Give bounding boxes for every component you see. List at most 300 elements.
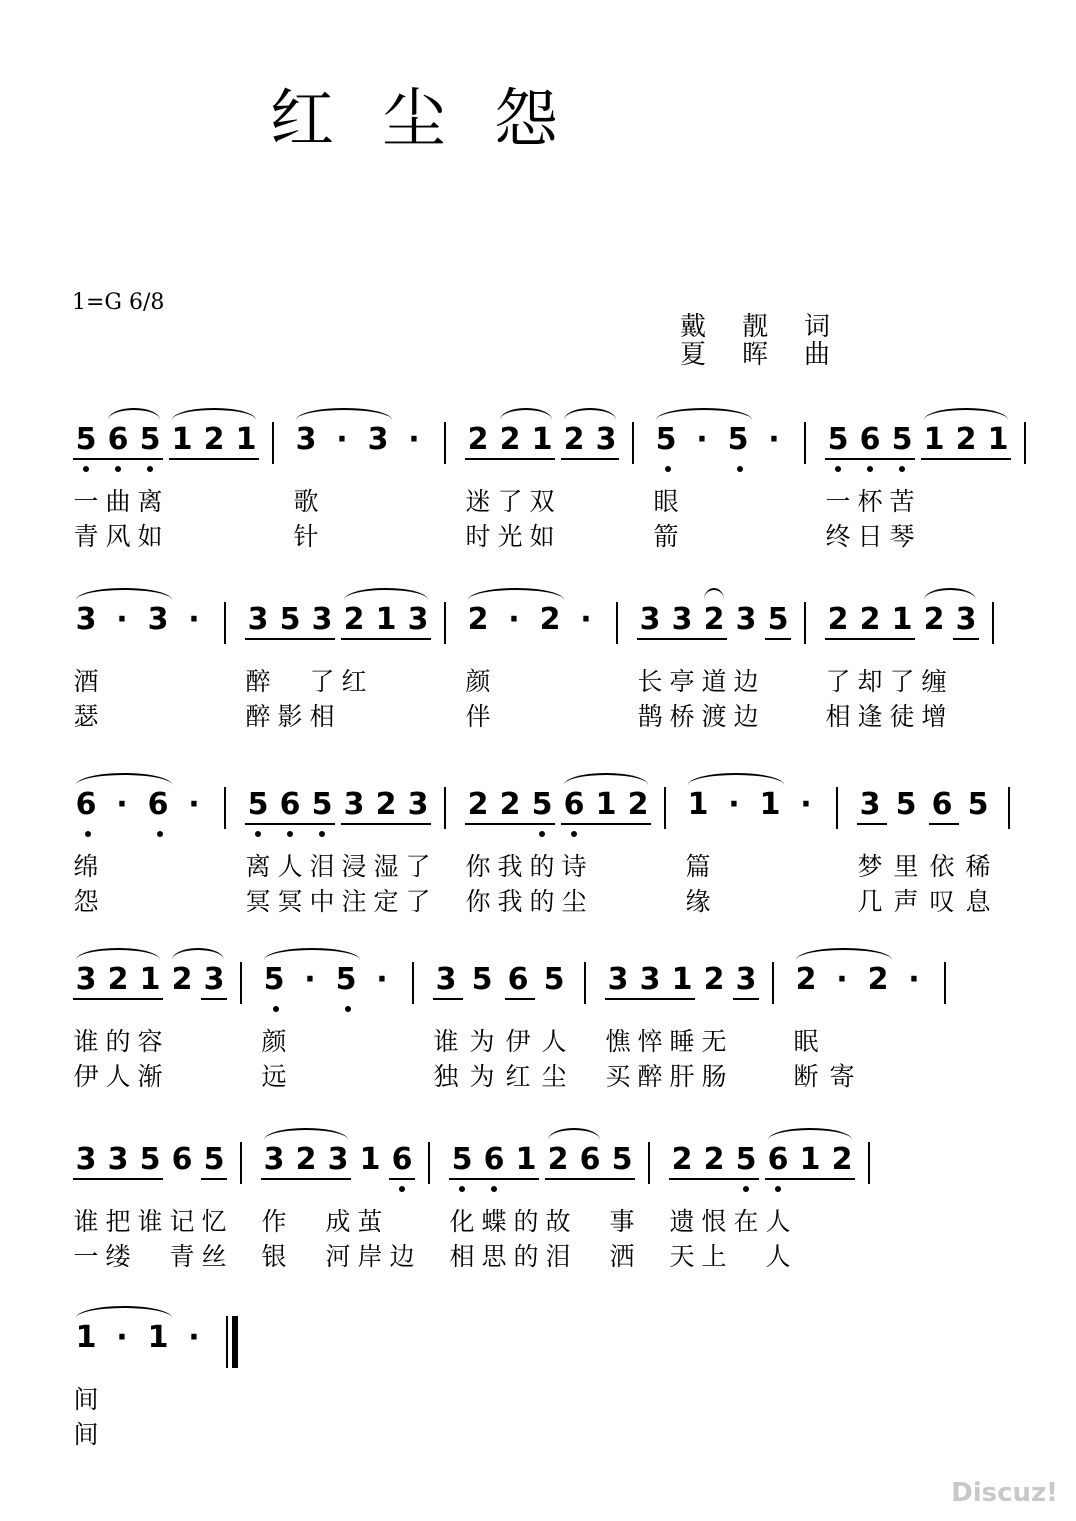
- lyric-char: 叹: [929, 887, 955, 916]
- lyric-char: [198, 517, 230, 557]
- note: 5: [139, 1142, 161, 1177]
- lyric-char: 渐: [137, 1062, 163, 1091]
- beam-underline: [449, 1178, 539, 1180]
- note: 1: [891, 602, 913, 637]
- lyric-char: [178, 882, 210, 922]
- beam-underline: [953, 638, 979, 640]
- note: 2: [563, 422, 585, 457]
- lyric-char: [366, 1057, 398, 1097]
- lyric-char: [622, 847, 654, 887]
- lyric-char: 歌: [293, 487, 319, 516]
- lyric-char: [386, 1202, 418, 1242]
- note: 3: [607, 962, 629, 997]
- note: 3: [147, 602, 169, 637]
- note: 2: [627, 787, 649, 822]
- beam-underline: [245, 823, 335, 825]
- composer-credit: [680, 334, 866, 371]
- lyric-char: [166, 517, 198, 557]
- lyric-char: [142, 882, 174, 922]
- lyric-char: [330, 1057, 362, 1097]
- beam-underline: [825, 458, 915, 460]
- beam-underline: [73, 458, 163, 460]
- lyric-char: [198, 1022, 230, 1062]
- barline: [240, 1142, 242, 1184]
- lyric-char: 为: [469, 1062, 495, 1091]
- augmentation-dot: ·: [376, 962, 388, 997]
- lyric-char: [178, 1380, 210, 1420]
- lyric-char: [898, 1022, 930, 1062]
- lyric-char: [362, 482, 394, 522]
- lyric-char: 谁: [73, 1027, 99, 1056]
- lyric-char: 人: [765, 1207, 791, 1236]
- lyric-char: [982, 482, 1014, 522]
- barline: [632, 422, 634, 464]
- lyric-char: [166, 482, 198, 522]
- note: 2: [827, 602, 849, 637]
- final-barline-thin: [226, 1316, 228, 1368]
- lyric-char: 谁: [73, 1207, 99, 1236]
- augmentation-dot: ·: [728, 787, 740, 822]
- lyric-char: 尘: [561, 887, 587, 916]
- note: 3: [343, 787, 365, 822]
- barline: [584, 962, 586, 1004]
- lyric-char: 了: [825, 667, 851, 696]
- note: 5: [75, 422, 97, 457]
- lyric-char: 憔: [605, 1027, 631, 1056]
- lyric-char: [862, 1022, 894, 1062]
- note: 5: [203, 1142, 225, 1177]
- barline: [444, 422, 446, 464]
- low-octave-dot: [665, 466, 671, 472]
- lyric-char: [718, 847, 750, 887]
- lyric-char: 人: [105, 1062, 131, 1091]
- beam-underline: [505, 998, 535, 1000]
- note: 3: [75, 602, 97, 637]
- note: 3: [735, 962, 757, 997]
- watermark: Discuz!: [951, 1478, 1058, 1508]
- slur: [924, 408, 1008, 420]
- lyric-char: 相: [309, 702, 335, 731]
- beam-underline: [825, 638, 915, 640]
- low-octave-dot: [85, 831, 91, 837]
- low-octave-dot: [147, 466, 153, 472]
- note: 2: [923, 602, 945, 637]
- slur: [264, 1128, 348, 1140]
- note: 2: [703, 962, 725, 997]
- beam-underline: [921, 458, 1011, 460]
- lyric-char: 离: [245, 852, 271, 881]
- slur: [768, 1128, 852, 1140]
- lyric-char: 间: [73, 1385, 99, 1414]
- note: 6: [563, 787, 585, 822]
- lyric-char: 怨: [73, 887, 99, 916]
- augmentation-dot: ·: [580, 602, 592, 637]
- lyric-char: 诗: [561, 852, 587, 881]
- note: 2: [467, 602, 489, 637]
- lyric-row-verse-1: [0, 482, 1076, 522]
- lyric-char: 在: [733, 1207, 759, 1236]
- beam-underline: [765, 638, 791, 640]
- lyric-row-verse-2: [0, 882, 1076, 922]
- lyric-char: 恨: [701, 1207, 727, 1236]
- lyric-char: [950, 517, 982, 557]
- lyric-char: 为: [469, 1027, 495, 1056]
- barline: [444, 787, 446, 829]
- lyric-char: [498, 662, 530, 702]
- lyric-char: [558, 482, 590, 522]
- barline: [648, 1142, 650, 1184]
- low-octave-dot: [491, 1186, 497, 1192]
- augmentation-dot: ·: [836, 962, 848, 997]
- augmentation-dot: ·: [408, 422, 420, 457]
- note: 3: [435, 962, 457, 997]
- lyric-char: 茧: [357, 1207, 383, 1236]
- lyric-char: [730, 1022, 762, 1062]
- lyric-char: 颜: [261, 1027, 287, 1056]
- lyric-char: 的: [513, 1242, 539, 1271]
- note: 2: [499, 787, 521, 822]
- note: 3: [263, 1142, 285, 1177]
- note: 3: [367, 422, 389, 457]
- lyric-char: 渡: [701, 702, 727, 731]
- lyric-char: 终: [825, 522, 851, 551]
- barline: [804, 602, 806, 644]
- lyric-char: 缠: [921, 667, 947, 696]
- note: 2: [539, 602, 561, 637]
- lyric-char: [758, 517, 790, 557]
- lyric-char: 了: [405, 887, 431, 916]
- low-octave-dot: [319, 831, 325, 837]
- lyric-char: 谁: [137, 1207, 163, 1236]
- lyric-char: [534, 697, 566, 737]
- note: 2: [171, 962, 193, 997]
- note: 6: [483, 1142, 505, 1177]
- lyric-char: [178, 1415, 210, 1455]
- lyric-char: 无: [701, 1027, 727, 1056]
- lyric-char: 边: [389, 1242, 415, 1271]
- note: 1: [531, 422, 553, 457]
- lyric-char: 道: [701, 667, 727, 696]
- lyric-row-verse-2: [0, 517, 1076, 557]
- note: 1: [359, 1142, 381, 1177]
- lyric-char: [918, 482, 950, 522]
- lyric-char: [294, 1057, 326, 1097]
- lyric-char: 蝶: [481, 1207, 507, 1236]
- lyric-char: 断: [793, 1062, 819, 1091]
- lyric-char: 冥: [277, 887, 303, 916]
- note: 5: [471, 962, 493, 997]
- lyric-char: 醉: [245, 702, 271, 731]
- lyric-char: 瑟: [73, 702, 99, 731]
- note: 6: [75, 787, 97, 822]
- lyric-char: [590, 482, 622, 522]
- lyric-char: 醉: [245, 667, 271, 696]
- lyric-char: 了: [889, 667, 915, 696]
- lyric-char: 迷: [465, 487, 491, 516]
- staff-system: [0, 785, 1076, 945]
- barline: [772, 962, 774, 1004]
- low-octave-dot: [399, 1186, 405, 1192]
- slur: [172, 948, 224, 960]
- lyric-char: [950, 697, 982, 737]
- lyric-row-verse-2: [0, 1237, 1076, 1277]
- low-octave-dot: [743, 1186, 749, 1192]
- low-octave-dot: [345, 1006, 351, 1012]
- note: 5: [735, 1142, 757, 1177]
- note: 3: [203, 962, 225, 997]
- slur: [76, 1306, 172, 1318]
- lyric-char: [370, 662, 402, 702]
- beam-underline: [201, 1178, 227, 1180]
- augmentation-dot: ·: [116, 602, 128, 637]
- lyric-char: 缕: [105, 1242, 131, 1271]
- lyric-char: 绵: [73, 852, 99, 881]
- lyric-char: [198, 1057, 230, 1097]
- note: 2: [467, 787, 489, 822]
- note: 5: [279, 602, 301, 637]
- note: 1: [147, 1320, 169, 1355]
- lyric-char: [198, 482, 230, 522]
- lyric-char: 光: [497, 522, 523, 551]
- note: 6: [859, 422, 881, 457]
- lyric-char: [230, 517, 262, 557]
- note: 6: [171, 1142, 193, 1177]
- lyric-char: 了: [309, 667, 335, 696]
- slur: [924, 588, 976, 600]
- lyric-char: 事: [609, 1207, 635, 1236]
- barline: [272, 422, 274, 464]
- lyric-char: 如: [137, 522, 163, 551]
- lyric-char: [398, 482, 430, 522]
- lyric-char: [722, 482, 754, 522]
- staff-system: [0, 1318, 1076, 1478]
- note: 3: [311, 602, 333, 637]
- lyric-row-verse-1: [0, 662, 1076, 702]
- lyric-char: 日: [857, 522, 883, 551]
- lyric-char: 人: [277, 852, 303, 881]
- augmentation-dot: ·: [304, 962, 316, 997]
- lyric-char: [590, 517, 622, 557]
- beam-underline: [465, 823, 555, 825]
- lyric-char: 的: [513, 1207, 539, 1236]
- lyric-char: 曲: [105, 487, 131, 516]
- beam-underline: [73, 998, 163, 1000]
- lyric-char: 定: [373, 887, 399, 916]
- note: 1: [671, 962, 693, 997]
- lyric-char: [754, 882, 786, 922]
- lyric-char: 依: [929, 852, 955, 881]
- lyric-char: [106, 1380, 138, 1420]
- note: 1: [987, 422, 1009, 457]
- lyric-row-verse-2: [0, 697, 1076, 737]
- augmentation-dot: ·: [116, 1320, 128, 1355]
- lyric-char: 人: [541, 1027, 567, 1056]
- lyric-char: [758, 482, 790, 522]
- note: 2: [867, 962, 889, 997]
- note: 6: [507, 962, 529, 997]
- lyric-char: 徒: [889, 702, 915, 731]
- note: 6: [107, 422, 129, 457]
- slur: [172, 408, 256, 420]
- low-octave-dot: [775, 1186, 781, 1192]
- note: 6: [767, 1142, 789, 1177]
- note: 5: [263, 962, 285, 997]
- barline: [1024, 422, 1026, 464]
- lyric-char: 你: [465, 887, 491, 916]
- beam-underline: [733, 998, 759, 1000]
- barline: [616, 602, 618, 644]
- barline: [944, 962, 946, 1004]
- lyric-char: [862, 1057, 894, 1097]
- lyric-char: 长: [637, 667, 663, 696]
- barline: [240, 962, 242, 1004]
- lyric-char: 箭: [653, 522, 679, 551]
- lyric-char: 泪: [545, 1242, 571, 1271]
- slur: [500, 408, 552, 420]
- low-octave-dot: [737, 466, 743, 472]
- note: 5: [311, 787, 333, 822]
- note: 3: [639, 962, 661, 997]
- staff-system: [0, 1140, 1076, 1300]
- note: 6: [147, 787, 169, 822]
- lyric-char: 边: [733, 702, 759, 731]
- low-octave-dot: [115, 466, 121, 472]
- note: 2: [859, 602, 881, 637]
- note: 2: [703, 1142, 725, 1177]
- note: 2: [343, 602, 365, 637]
- lyric-char: 增: [921, 702, 947, 731]
- lyric-char: 却: [857, 667, 883, 696]
- note: 3: [859, 787, 881, 822]
- beam-underline: [765, 1178, 855, 1180]
- lyric-char: [570, 662, 602, 702]
- lyric-char: 化: [449, 1207, 475, 1236]
- lyric-char: [106, 847, 138, 887]
- beam-underline: [669, 1178, 759, 1180]
- note-row: [0, 960, 1076, 1000]
- note: 3: [671, 602, 693, 637]
- lyric-char: 醉: [637, 1062, 663, 1091]
- lyric-row-verse-1: [0, 847, 1076, 887]
- note: 5: [247, 787, 269, 822]
- lyric-char: 伴: [465, 702, 491, 731]
- staff-system: [0, 420, 1076, 580]
- lyric-char: [686, 517, 718, 557]
- beam-underline: [261, 1178, 351, 1180]
- lyric-char: [330, 1022, 362, 1062]
- lyric-char: [794, 1202, 826, 1242]
- lyricist-name: 戴靓: [680, 312, 805, 342]
- lyric-char: [918, 517, 950, 557]
- lyric-char: [142, 847, 174, 887]
- note: 1: [515, 1142, 537, 1177]
- lyric-char: 故: [545, 1207, 571, 1236]
- note: 5: [967, 787, 989, 822]
- composer-role: 曲: [804, 340, 867, 370]
- lyric-char: 你: [465, 852, 491, 881]
- lyric-char: [326, 517, 358, 557]
- note: 5: [827, 422, 849, 457]
- lyric-char: 银: [261, 1242, 287, 1271]
- lyric-char: 的: [529, 852, 555, 881]
- lyric-char: 肠: [701, 1062, 727, 1091]
- low-octave-dot: [255, 831, 261, 837]
- lyric-char: 缘: [685, 887, 711, 916]
- song-title: 红尘怨: [270, 83, 606, 157]
- lyric-char: [230, 482, 262, 522]
- lyric-char: [570, 697, 602, 737]
- barline: [868, 1142, 870, 1184]
- lyric-char: 上: [701, 1242, 727, 1271]
- lyric-char: 一: [73, 487, 99, 516]
- note: 5: [451, 1142, 473, 1177]
- barline: [836, 787, 838, 829]
- augmentation-dot: ·: [696, 422, 708, 457]
- lyric-char: [402, 662, 434, 702]
- note: 2: [499, 422, 521, 457]
- note: 1: [75, 1320, 97, 1355]
- note: 3: [407, 602, 429, 637]
- note-row: [0, 1318, 1076, 1358]
- lyric-char: [722, 517, 754, 557]
- lyric-row-verse-2: [0, 1057, 1076, 1097]
- lyric-char: [142, 1380, 174, 1420]
- note: 3: [107, 1142, 129, 1177]
- low-octave-dot: [287, 831, 293, 837]
- lyric-row-verse-1: [0, 1380, 1076, 1420]
- lyric-char: [686, 482, 718, 522]
- note: 2: [107, 962, 129, 997]
- lyric-char: [290, 1237, 322, 1277]
- lyric-char: [294, 1022, 326, 1062]
- lyric-char: 青: [169, 1242, 195, 1271]
- note: 3: [955, 602, 977, 637]
- slur: [688, 773, 784, 785]
- lyric-char: [730, 1057, 762, 1097]
- barline: [1008, 787, 1010, 829]
- lyric-char: [326, 482, 358, 522]
- lyric-char: [534, 662, 566, 702]
- beam-underline: [561, 823, 651, 825]
- barline: [412, 962, 414, 1004]
- lyric-char: 冥: [245, 887, 271, 916]
- beam-underline: [201, 998, 227, 1000]
- augmentation-dot: ·: [188, 1320, 200, 1355]
- lyric-char: [826, 1022, 858, 1062]
- slur: [344, 588, 428, 600]
- augmentation-dot: ·: [336, 422, 348, 457]
- beam-underline: [637, 638, 727, 640]
- lyric-char: 天: [669, 1242, 695, 1271]
- lyric-char: [366, 1022, 398, 1062]
- augmentation-dot: ·: [188, 602, 200, 637]
- lyric-char: [178, 662, 210, 702]
- lyric-char: [134, 1237, 166, 1277]
- note: 3: [75, 1142, 97, 1177]
- lyric-char: 青: [73, 522, 99, 551]
- lyric-char: 影: [277, 702, 303, 731]
- note: 1: [595, 787, 617, 822]
- lyric-char: 一: [825, 487, 851, 516]
- lyric-char: 颜: [465, 667, 491, 696]
- lyric-char: 我: [497, 887, 523, 916]
- lyric-char: 相: [825, 702, 851, 731]
- slur: [796, 948, 892, 960]
- lyric-char: 悴: [637, 1027, 663, 1056]
- slur: [76, 773, 172, 785]
- note: 2: [671, 1142, 693, 1177]
- augmentation-dot: ·: [908, 962, 920, 997]
